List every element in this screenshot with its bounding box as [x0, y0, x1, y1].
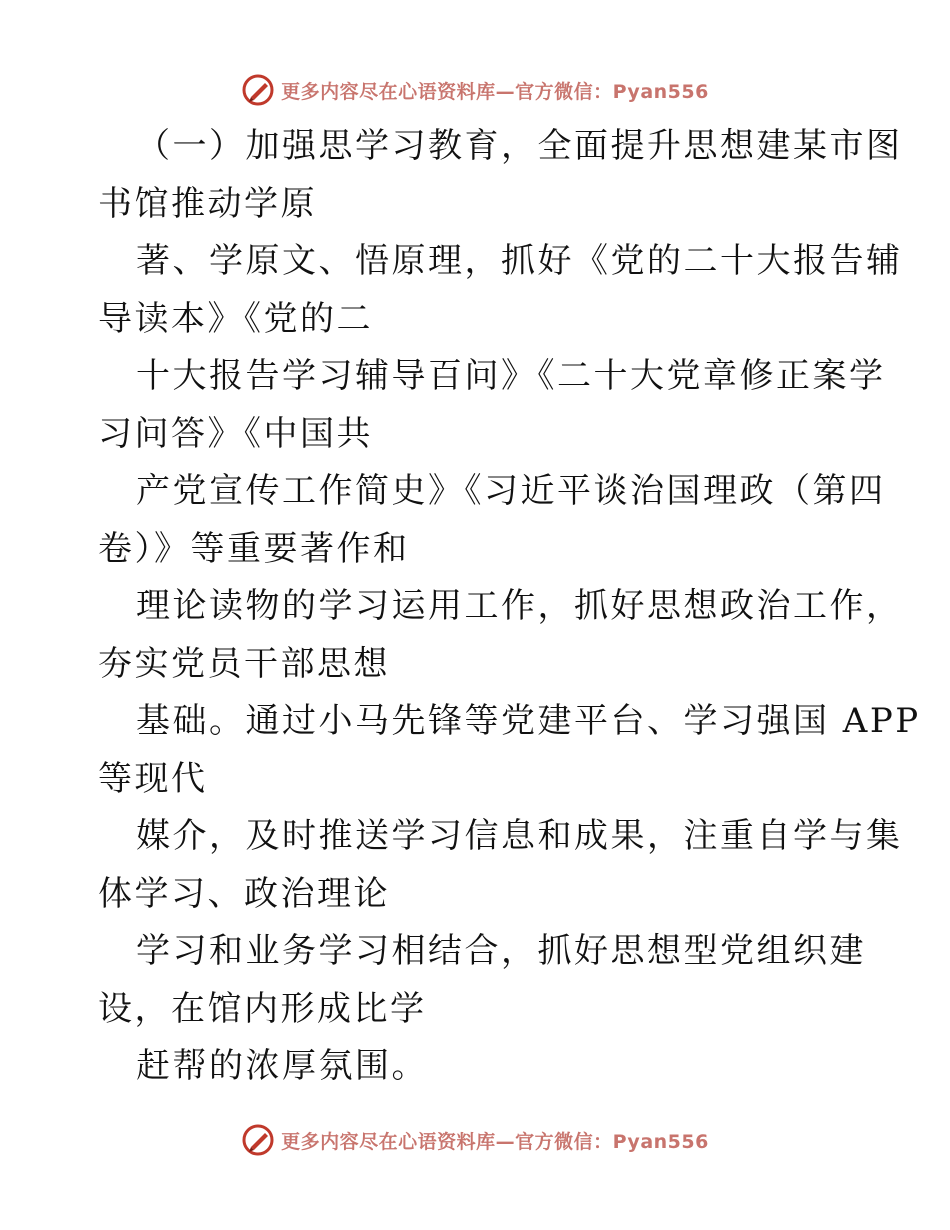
- pen-logo-icon: [241, 73, 275, 107]
- body-line: 十大报告学习辅导百问》《二十大党章修正案学: [136, 356, 886, 396]
- pen-logo-icon: [241, 1123, 275, 1157]
- body-line: 卷）》等重要著作和: [98, 528, 410, 569]
- body-line: （一）加强思学习教育，全面提升思想建某市图: [136, 126, 903, 166]
- body-line: 夯实党员干部思想: [98, 643, 390, 684]
- body-line: 等现代: [98, 758, 208, 799]
- body-line: 习问答》《中国共: [98, 413, 373, 454]
- body-line: 赶帮的浓厚氛围。: [136, 1046, 428, 1086]
- footer-watermark-text: 更多内容尽在心语资料库—官方微信：Pyan556: [281, 1130, 709, 1153]
- footer-watermark-banner: [0, 1120, 950, 1160]
- header-watermark-banner: [0, 70, 950, 110]
- body-line: 导读本》《党的二: [98, 298, 373, 339]
- body-line: 著、学原文、悟原理，抓好《党的二十大报告辅: [136, 241, 903, 281]
- body-line: 体学习、政治理论: [98, 873, 390, 914]
- body-line: 书馆推动学原: [98, 183, 317, 224]
- body-line: 产党宣传工作简史》《习近平谈治国理政（第四: [136, 471, 886, 511]
- body-line: 基础。通过小马先锋等党建平台、学习强国 APP: [136, 701, 921, 741]
- body-line: 媒介，及时推送学习信息和成果，注重自学与集: [136, 816, 903, 856]
- body-line: 学习和业务学习相结合，抓好思想型党组织建: [136, 931, 866, 971]
- body-line: 理论读物的学习运用工作，抓好思想政治工作，: [136, 586, 903, 626]
- body-line: 设，在馆内形成比学: [98, 988, 427, 1029]
- document-body: [98, 118, 921, 1096]
- header-watermark-text: 更多内容尽在心语资料库—官方微信：Pyan556: [281, 80, 709, 103]
